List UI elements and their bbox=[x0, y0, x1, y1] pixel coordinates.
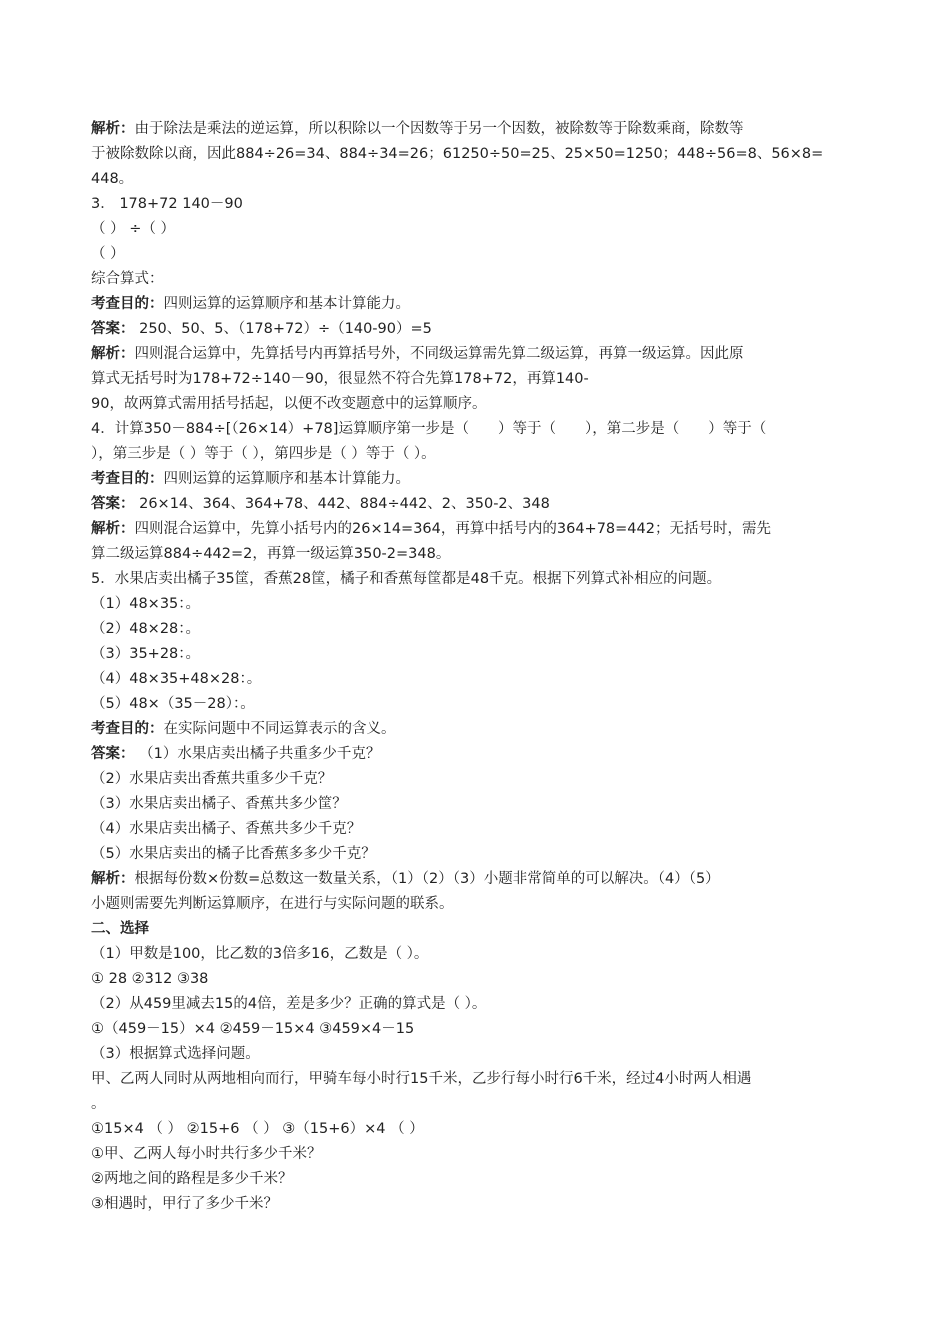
text-line: 90，故两算式需用括号括起，以便不改变题意中的运算顺序。 bbox=[91, 396, 487, 412]
purpose-line: 考查目的：四则运算的运算顺序和基本计算能力。 bbox=[91, 296, 410, 312]
text-line: ①15×4 （ ） ②15+6 （ ） ③（15+6）×4 （ ） bbox=[91, 1121, 424, 1137]
text-line: ① 28 ②312 ③38 bbox=[91, 971, 209, 987]
list-item: （4）水果店卖出橘子、香蕉共多少千克？ bbox=[91, 821, 362, 837]
text-line: ②两地之间的路程是多少千米？ bbox=[91, 1171, 293, 1187]
text-line: ），第三步是（ ）等于（ ），第四步是（ ）等于（ ）。 bbox=[91, 446, 436, 462]
text-line: 于被除数除以商，因此884÷26=34、884÷34=26；61250÷50=25、25×50=1250；448÷56=8、56×8= bbox=[91, 146, 824, 162]
text-line: （3）根据算式选择问题。 bbox=[91, 1046, 260, 1062]
text-line: （ ） ÷（ ） bbox=[91, 221, 175, 237]
list-item: （5）48×（35－28）：。 bbox=[91, 696, 255, 712]
text-line: 甲、乙两人同时从两地相向而行，甲骑车每小时行15千米，乙步行每小时行6千米，经过4小时两人相遇 bbox=[91, 1071, 752, 1087]
section-title: 二、选择 bbox=[91, 921, 149, 937]
text-line: 小题则需要先判断运算顺序，在进行与实际问题的联系。 bbox=[91, 896, 454, 912]
text-line: 448。 bbox=[91, 171, 134, 187]
text-line: 算式无括号时为178+72÷140－90，很显然不符合先算178+72，再算140- bbox=[91, 371, 589, 387]
text-line: （2）从459里减去15的4倍，差是多少？正确的算式是（ ）。 bbox=[91, 996, 487, 1012]
list-item: （1）48×35：。 bbox=[91, 596, 201, 612]
question-4-title: 4．计算350－884÷[（26×14）+78]运算顺序第一步是（ ）等于（ ），第二步是（ ）等于（ bbox=[91, 421, 767, 437]
text-line: （ ） bbox=[91, 246, 125, 262]
answer-line: 答案： （1）水果店卖出橘子共重多少千克？ bbox=[91, 746, 381, 762]
analysis-line: 解析：根据每份数×份数=总数这一数量关系，（1）（2）（3）小题非常简单的可以解决。（4）（5） bbox=[91, 871, 720, 887]
list-item: （4）48×35+48×28：。 bbox=[91, 671, 262, 687]
question-5-title: 5．水果店卖出橘子35筐，香蕉28筐，橘子和香蕉每筐都是48千克。根据下列算式补相应的问题。 bbox=[91, 571, 722, 587]
analysis-line: 解析：四则混合运算中，先算括号内再算括号外，不同级运算需先算二级运算，再算一级运算。因此原 bbox=[91, 346, 744, 362]
text-line: 。 bbox=[91, 1096, 106, 1112]
document-page bbox=[91, 117, 866, 1217]
text-line: ①（459－15）×4 ②459－15×4 ③459×4－15 bbox=[91, 1021, 415, 1037]
answer-line: 答案： 26×14、364、364+78、442、884÷442、2、350-2、348 bbox=[91, 496, 550, 512]
question-3-title: 3． 178+72 140－90 bbox=[91, 196, 243, 212]
list-item: （5）水果店卖出的橘子比香蕉多多少千克？ bbox=[91, 846, 376, 862]
list-item: （3）水果店卖出橘子、香蕉共多少筐？ bbox=[91, 796, 347, 812]
list-item: （2）水果店卖出香蕉共重多少千克？ bbox=[91, 771, 333, 787]
analysis-line: 解析：由于除法是乘法的逆运算，所以积除以一个因数等于另一个因数，被除数等于除数乘商，除数等 bbox=[91, 121, 744, 137]
text-line: 综合算式： bbox=[91, 271, 164, 287]
analysis-line: 解析：四则混合运算中，先算小括号内的26×14=364，再算中括号内的364+78=442；无括号时，需先 bbox=[91, 521, 771, 537]
answer-line: 答案： 250、50、5、（178+72）÷（140-90）=5 bbox=[91, 321, 432, 337]
text-line: 算二级运算884÷442=2，再算一级运算350-2=348。 bbox=[91, 546, 451, 562]
analysis-label: 解析： bbox=[91, 121, 135, 137]
purpose-line: 考查目的：四则运算的运算顺序和基本计算能力。 bbox=[91, 471, 410, 487]
purpose-line: 考查目的：在实际问题中不同运算表示的含义。 bbox=[91, 721, 396, 737]
text-line: （1）甲数是100，比乙数的3倍多16，乙数是（ ）。 bbox=[91, 946, 429, 962]
text-line: ③相遇时，甲行了多少千米？ bbox=[91, 1196, 278, 1212]
list-item: （2）48×28：。 bbox=[91, 621, 201, 637]
list-item: （3）35+28：。 bbox=[91, 646, 201, 662]
text-line: ①甲、乙两人每小时共行多少千米？ bbox=[91, 1146, 322, 1162]
